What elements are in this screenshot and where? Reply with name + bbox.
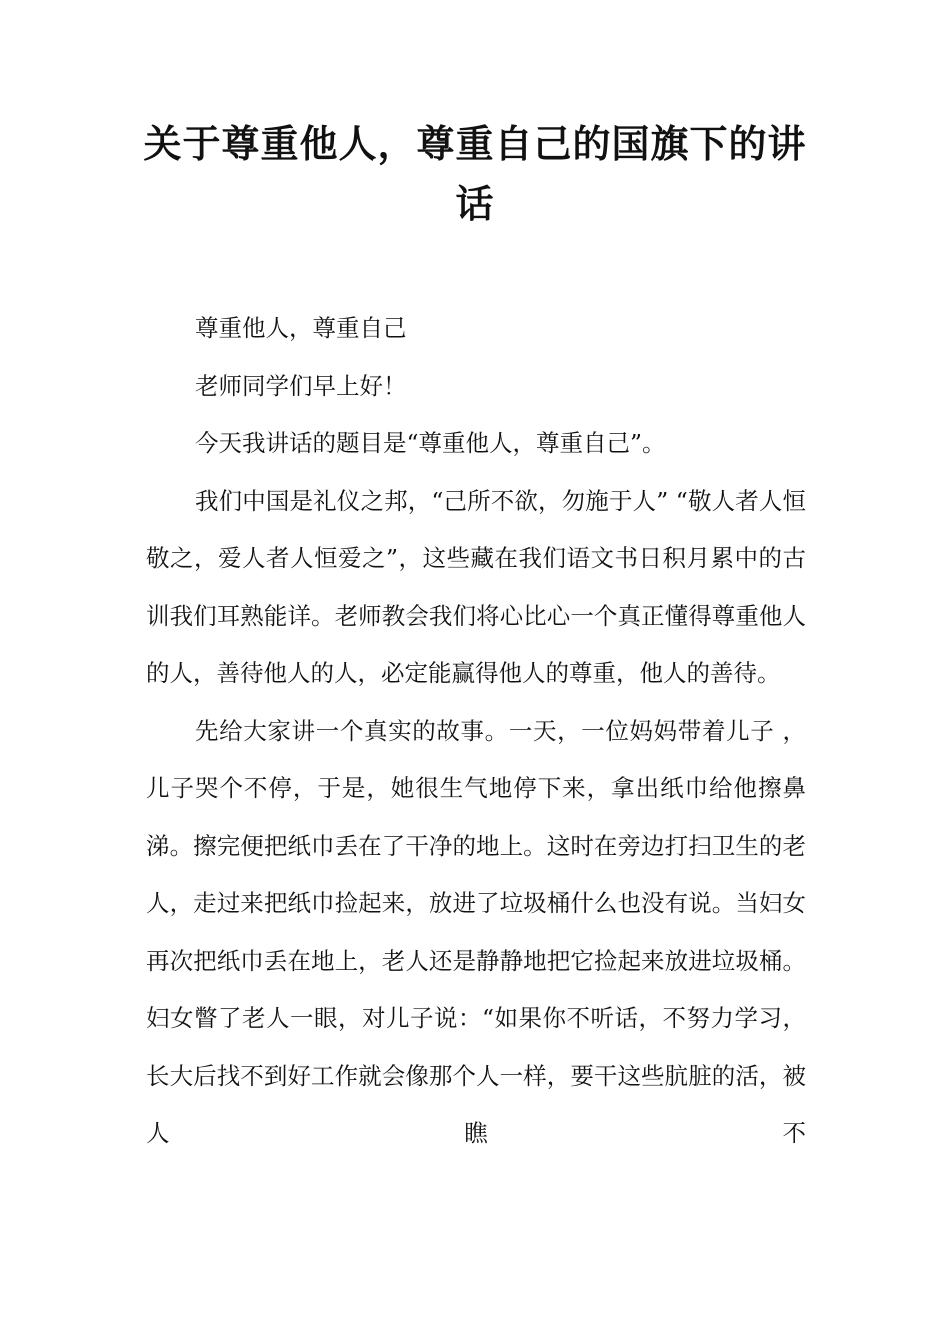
paragraph-story: 先给大家讲一个真实的故事。一天，一位妈妈带着儿子 ，儿子哭个不停，于是，她很生气地停下来，拿出纸巾给他擦鼻涕。擦完便把纸巾丢在了干净的地上。这时在旁边打扫卫生的老人，走过来把纸巾捡起来，放进了垃圾桶什么也没有说。当妇女再次把纸巾丢在地上，老人还是静静地把它捡起来放进垃圾桶。妇女瞥了老人一眼，对儿子说：“如果你不听话，不努力学习，长大后找不到好工作就会像那个人一样，要干这些肮脏的活，被人瞧不 [146,716,806,1147]
paragraph-subtitle: 尊重他人，尊重自己 [195,314,407,342]
paragraph-topic: 今天我讲话的题目是“尊重他人，尊重自己”。 [195,429,666,457]
paragraph-greeting: 老师同学们早上好！ [195,371,407,400]
document-title: 关于尊重他人，尊重自己的国旗下的讲话 [143,122,807,226]
document-body [146,300,806,1163]
paragraph-etiquette: 我们中国是礼仪之邦，“己所不欲，勿施于人” “敬人者人恒敬之，爱人者人恒爱之”，这些藏在我们语文书日积月累中的古训我们耳熟能详。老师教会我们将心比心一个真正懂得尊重他人的人，善待他人的人，必定能赢得他人的尊重，他人的善待。 [146,486,806,687]
